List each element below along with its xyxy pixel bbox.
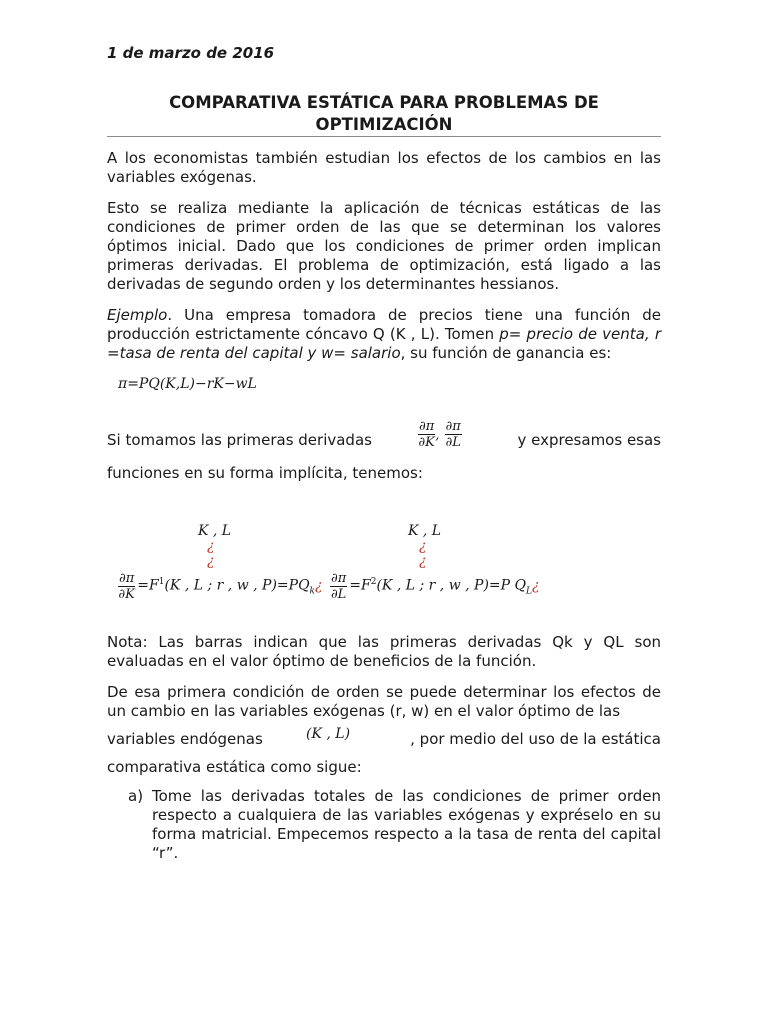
eq2-bar-variables: K , L [408,523,442,539]
derivatives-text-right: y expresamos esas [517,431,661,449]
document-title: COMPARATIVA ESTÁTICA PARA PROBLEMAS DE OPTIMIZACIÓN [169,93,599,134]
comparative-line-4: comparativa estática como sigue: [107,758,362,776]
equation-foc-k [118,571,323,602]
fraction-dpi-dk: $\frac{\partial\pi}{\partial K}$ [418,419,435,450]
equation-foc-l [330,571,540,602]
endogenous-text-left: variables endógenas [107,730,263,748]
profit-function-formula: π=PQ(K,L)−rK−wL [118,376,257,392]
eq1-placeholder-mark-2: ¿ [207,553,215,569]
eq1-bar-variables: K , L [198,523,232,539]
eq1-rhs: $=F^1(K$ , L ; r , w , $P)=PQ_k¿$ [137,576,323,597]
list-marker-a: a) [128,787,144,805]
list-item-a-text: Tome las derivadas totales de las condiciones de primer orden respecto a cualquiera de las variables exógenas y expréselo en su forma matricial. Empecemos respecto a la tasa de renta del capital “r”. [152,787,661,862]
paragraph-comparative: De esa primera condición de orden se puede determinar los efectos de un cambio en las variables exógenas (r, w) en el valor óptimo de las [107,683,661,720]
document-date: 1 de marzo de 2016 [107,44,275,62]
paragraph-intro: A los economistas también estudian los efectos de los cambios en las variables exógenas. [107,149,661,186]
eq2-rhs: $=F^2(K$ , L ; r , w , P)=P $Q_L¿$ [349,576,540,597]
eq1-placeholder-mark-1: ¿ [207,538,215,554]
eq1-placeholder-mark-3: ¿ [315,577,323,594]
eq1-fraction: $\frac{\partial\pi}{\partial K}$ [118,571,135,602]
title-divider [107,136,661,137]
paragraph-example [107,306,661,363]
fraction-dpi-dl: $\frac{\partial\pi}{\partial L}$ [445,419,461,450]
paragraph-techniques: Esto se realiza mediante la aplicación de técnicas estáticas de las condiciones de primer orden de las que se determinan los valores óptimos inicial. Dado que los condiciones de primer orden implican primeras derivadas. El problema de optimización, está ligado a las derivadas de segundo orden y los determinantes hessianos. [107,199,661,293]
first-derivatives-fractions: $\frac{\partial\pi}{\partial K}$ , $\frac{\partial\pi}{\partial L}$ [418,419,461,450]
paragraph-nota: Nota: Las barras indican que las primeras derivadas Qk y QL son evaluadas en el valor óptimo de beneficios de la función. [107,633,661,670]
eq2-placeholder-mark-3: ¿ [531,577,540,594]
example-lead: Ejemplo [107,306,168,324]
endogenous-text-right: , por medio del uso de la estática [410,730,661,748]
derivatives-text-continued: funciones en su forma implícita, tenemos: [107,464,423,482]
eq2-fraction: $\frac{\partial\pi}{\partial L}$ [330,571,347,602]
derivatives-text-left: Si tomamos las primeras derivadas [107,431,372,449]
example-text-1: . Una empresa tomadora de precios tiene una función de producción estrictamente cóncavo Q (K , L). Tomen [107,306,661,343]
kl-vector: (K , L) [306,726,351,742]
eq2-placeholder-mark-2: ¿ [419,553,427,569]
example-text-2: , su función de ganancia es: [400,344,612,362]
eq2-placeholder-mark-1: ¿ [419,538,427,554]
example-variables: p= precio de venta, r =tasa de renta del capital y w= salario [107,325,661,362]
